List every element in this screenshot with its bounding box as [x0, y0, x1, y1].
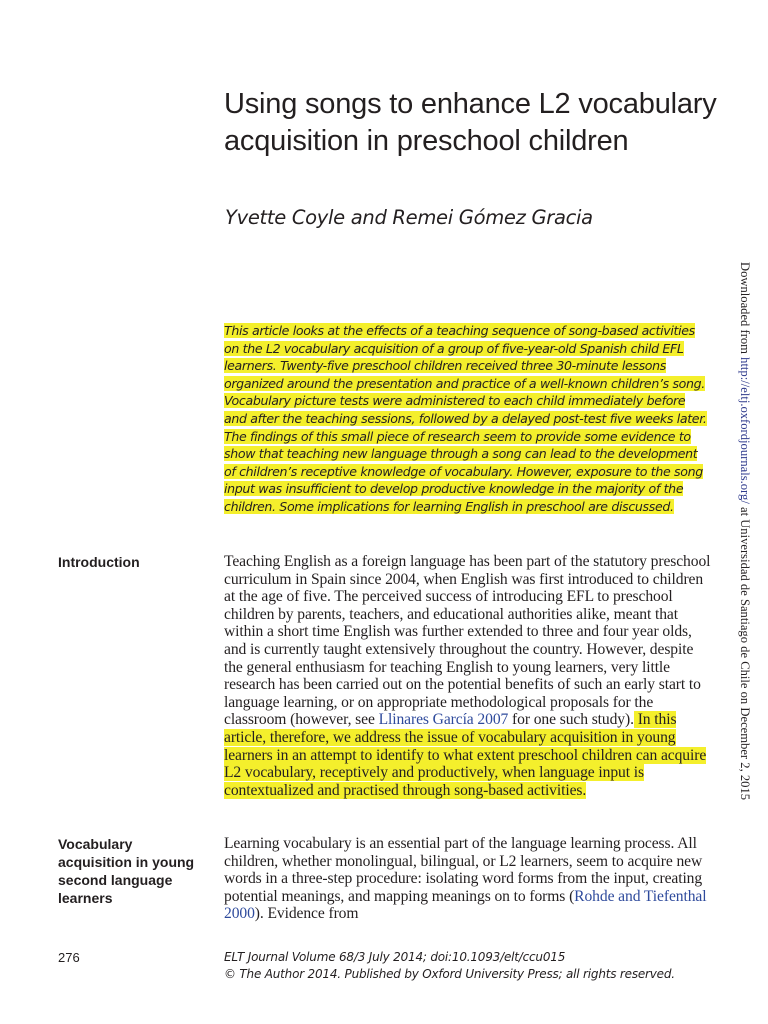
- abstract-text: This article looks at the effects of a teaching sequence of song-based activities on the L2 vocabulary acquisition of a group of five-year-old Spanish child EFL learners. Twenty-five preschool children received three 30-minute lessons organized around the presentation and practice of a well-known children’s song. Vocabulary picture tests were administered to each child immediately before and after the teaching sessions, followed by a delayed post-test five weeks later. The findings of this small piece of research seem to provide some evidence to show that teaching new language through a song can lead to the development of children’s receptive knowledge of vocabulary. However, exposure to the song input was insufficient to develop productive knowledge in the majority of the children. Some implications for learning English in preschool are discussed.: [224, 323, 707, 514]
- abstract: [224, 322, 711, 516]
- vocabulary-heading: Vocabulary acquisition in young second language learners: [58, 836, 195, 906]
- vocabulary-text: Learning vocabulary is an essential part of the language learning process. All children, whether monolingual, bilingual, or L2 learners, seem to acquire new words in a three-step procedure: isolating word forms from the input, creating potential meanings, and mapping meanings on to forms (: [224, 835, 703, 905]
- introduction-text-after: for one such study).: [508, 711, 634, 729]
- introduction-text: Teaching English as a foreign language has been part of the statutory preschool curriculum in Spain since 2004, when English was first introduced to children at the age of five. The perceived success of introducing EFL to preschool children by parents, teachers, and educational authorities alike, meant that within a short time English was further extended to three and four year olds, and is currently taught extensively throughout the country. However, despite the general enthusiasm for teaching English to young learners, very little research has been carried out on the potential benefits of such an early start to language learning, or on appropriate methodological proposals for the classroom (however, see: [224, 553, 711, 729]
- journal-citation-line: ELT Journal Volume 68/3 July 2014; doi:10.1093/elt/ccu015: [224, 950, 566, 964]
- introduction-heading: Introduction: [58, 554, 140, 570]
- journal-footer: [224, 949, 744, 982]
- introduction-paragraph: [224, 553, 714, 799]
- download-note-prefix: Downloaded from: [738, 262, 752, 358]
- page-number: 276: [58, 950, 80, 965]
- citation-link[interactable]: Rohde and Tiefenthal 2000: [224, 887, 707, 923]
- article-authors: Yvette Coyle and Remei Gómez Gracia: [225, 206, 593, 229]
- vocabulary-text-after: ). Evidence from: [254, 905, 359, 923]
- download-note-suffix: at Universidad de Santiago de Chile on December 2, 2015: [738, 503, 752, 801]
- download-note: [738, 262, 752, 800]
- copyright-line: © The Author 2014. Published by Oxford University Press; all rights reserved.: [224, 966, 675, 981]
- introduction-highlighted-text: In this article, therefore, we address the issue of vocabulary acquisition in young learners in an attempt to identify to what extent preschool children can acquire L2 vocabulary, receptively and productively, when language input is contextualized and practised through song-based activities.: [224, 711, 707, 799]
- vocabulary-paragraph: [224, 835, 714, 923]
- citation-link[interactable]: Llinares García 2007: [378, 711, 509, 729]
- article-title: Using songs to enhance L2 vocabulary acquisition in preschool children: [224, 88, 717, 157]
- download-note-link[interactable]: http://eltj.oxfordjournals.org/: [738, 357, 752, 504]
